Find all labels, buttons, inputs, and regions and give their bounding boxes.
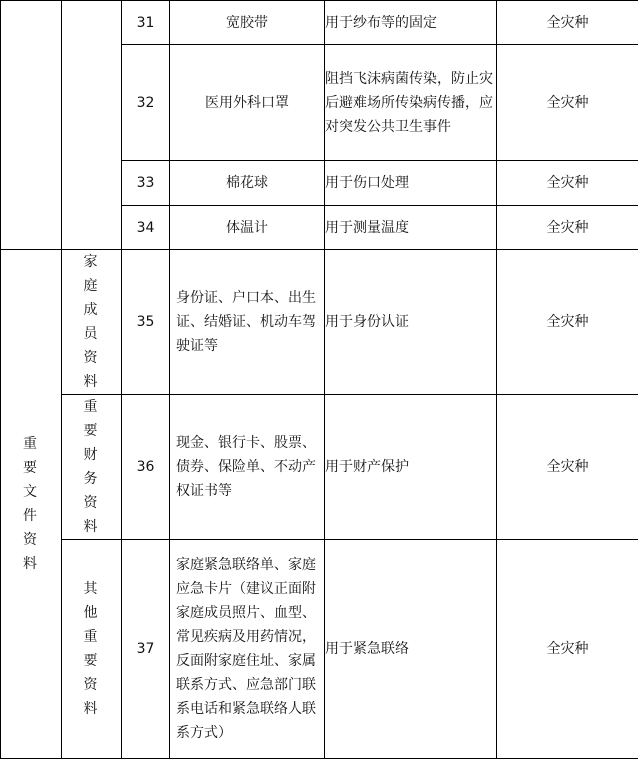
item-name: 体温计 <box>170 206 325 250</box>
item-number: 31 <box>122 1 170 45</box>
category-cell-empty <box>1 1 62 250</box>
item-scope: 全灾种 <box>497 161 638 206</box>
item-usage: 用于财产保护 <box>325 395 497 540</box>
item-scope: 全灾种 <box>497 250 638 395</box>
item-scope: 全灾种 <box>497 1 638 45</box>
item-usage: 用于伤口处理 <box>325 161 497 206</box>
item-name: 宽胶带 <box>170 1 325 45</box>
item-number: 37 <box>122 540 170 759</box>
item-usage: 用于身份认证 <box>325 250 497 395</box>
subcategory-cell-empty <box>62 1 122 250</box>
item-scope: 全灾种 <box>497 395 638 540</box>
subcategory-cell <box>62 250 122 395</box>
table-row <box>1 250 638 395</box>
item-usage: 用于纱布等的固定 <box>325 1 497 45</box>
item-name: 医用外科口罩 <box>170 45 325 161</box>
subcategory-label: 家庭成员资料 <box>76 250 107 394</box>
category-cell <box>1 250 62 759</box>
table-row <box>1 1 638 45</box>
item-scope: 全灾种 <box>497 540 638 759</box>
item-number: 36 <box>122 395 170 540</box>
item-name: 身份证、户口本、出生证、结婚证、机动车驾驶证等 <box>170 250 325 395</box>
item-number: 32 <box>122 45 170 161</box>
category-label: 重要文件资料 <box>16 432 47 576</box>
subcategory-label: 重要财务资料 <box>76 395 107 539</box>
subcategory-label: 其他重要资料 <box>76 577 107 721</box>
item-usage: 阻挡飞沫病菌传染，防止灾后避难场所传染病传播，应对突发公共卫生事件 <box>325 45 497 161</box>
item-number: 34 <box>122 206 170 250</box>
item-usage: 用于紧急联络 <box>325 540 497 759</box>
item-name: 家庭紧急联络单、家庭应急卡片（建议正面附家庭成员照片、血型、常见疾病及用药情况，反面附家庭住址、家属联系方式、应急部门联系电话和紧急联络人联系方式） <box>170 540 325 759</box>
item-scope: 全灾种 <box>497 206 638 250</box>
subcategory-cell <box>62 540 122 759</box>
item-usage: 用于测量温度 <box>325 206 497 250</box>
item-number: 33 <box>122 161 170 206</box>
item-scope: 全灾种 <box>497 45 638 161</box>
item-name: 现金、银行卡、股票、债券、保险单、不动产权证书等 <box>170 395 325 540</box>
table-row <box>1 395 638 540</box>
subcategory-cell <box>62 395 122 540</box>
item-number: 35 <box>122 250 170 395</box>
table-row <box>1 540 638 759</box>
item-name: 棉花球 <box>170 161 325 206</box>
